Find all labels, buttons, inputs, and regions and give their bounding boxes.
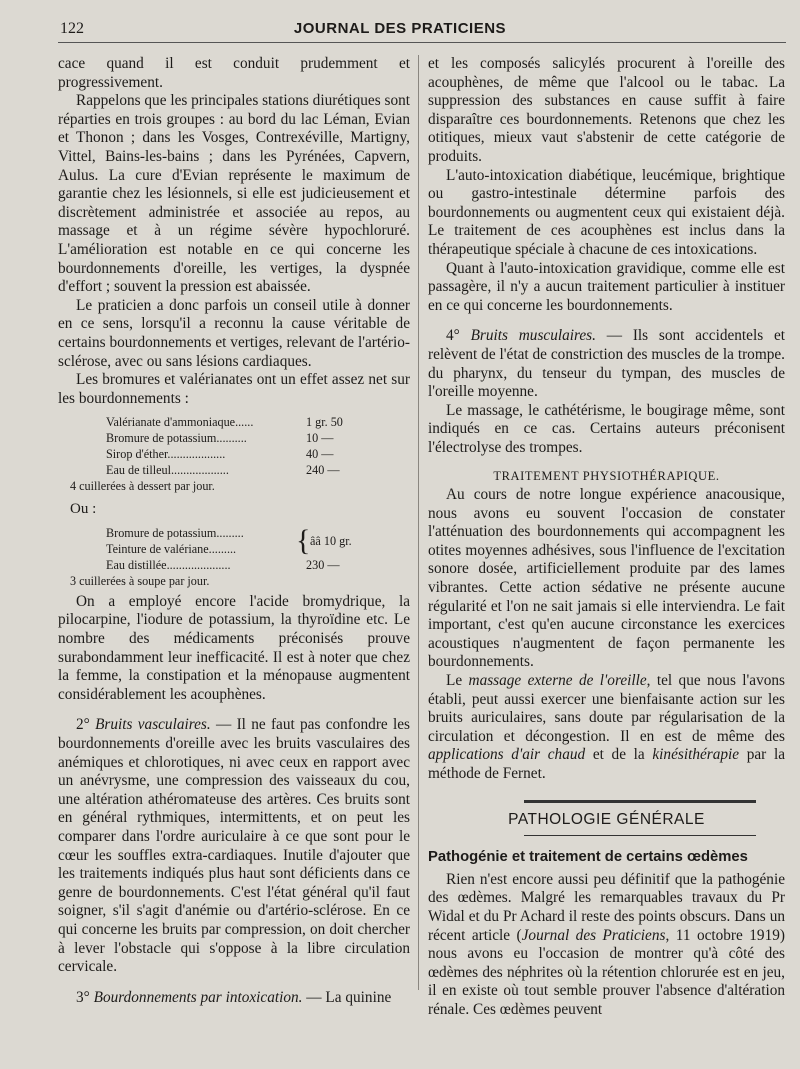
- brace-glyph: {: [296, 523, 311, 557]
- section-heading: Bourdonnements par intoxication.: [93, 988, 303, 1006]
- prescription-brace-group: [58, 525, 410, 557]
- paragraph: L'auto-intoxication diabétique, leucémique, brightique ou gastro-intestinale détermine parfois des bourdonnements ou augmentent ceux qui existaient déjà. Le traitement de ces acouphènes est inclus dans la thérapeutique spéciale à chacune de ces intoxications.: [428, 166, 785, 258]
- section-heading: Bruits musculaires.: [470, 327, 596, 345]
- subsection-heading: TRAITEMENT PHYSIOTHÉRAPIQUE.: [493, 469, 720, 484]
- paragraph: Au cours de notre longue expérience anacousique, nous avons eu souvent l'occasion de constater l'atténuation des bourdonnements qui accompagnent les otites moyennes adhésives, sous l'influence de l'excitation sonore dosée, artificiellement produite par des lames vibrantes. Cette action sédative ne présente aucune régularité et l'on ne sait jamais si elle interviendra. Le fait important, c'est qu'en aucune circonstance les exercices acoustiques n'augmentent de façon permanente les bourdonnements.: [428, 486, 785, 671]
- section-title: PATHOLOGIE GÉNÉRALE: [508, 810, 705, 828]
- prescription-line: Bromure de potassium.........: [106, 525, 244, 540]
- prescription-note: 4 cuillerées à dessert par jour.: [70, 479, 215, 494]
- paragraph: et les composés salicylés procurent à l'oreille des acouphènes, de même que l'alcool ou le tabac. La suppression des substances en cause suffit à faire disparaître ces bourdonnements. Retenons que chez les otitiques, mieux vaut s'abstenir de cette catégorie de produits.: [428, 55, 785, 165]
- paragraph: 4° Bruits musculaires. — Ils sont accidentels et relèvent de l'état de constriction des muscles de la trompe. du pharynx, du tenseur du tympan, des muscles de l'oreille moyenne.: [428, 327, 785, 401]
- left-column: [58, 55, 410, 1007]
- paragraph: Les bromures et valérianates ont un effet assez net sur les bourdonnements :: [58, 371, 410, 407]
- prescription-2: [58, 525, 410, 589]
- paragraph: cace quand il est conduit prudemment et progressivement.: [58, 55, 410, 91]
- section-rule: [524, 800, 756, 803]
- paragraph: 3° Bourdonnements par intoxication. — La quinine: [76, 988, 392, 1006]
- alternative-label: Ou :: [70, 501, 97, 518]
- paragraph: Le massage externe de l'oreille, tel que nous l'avons établi, peut aussi exercer une bienfaisante action sur les bruits auriculaires, sans doute par régularisation de la circulation et décongestion. Il en est de même des applications d'air chaud et de la kinésithérapie par la méthode de Fernet.: [428, 672, 785, 782]
- section-heading: Bruits vasculaires.: [95, 716, 211, 734]
- right-column: [428, 55, 785, 1020]
- prescription-line: Valérianate d'ammoniaque...... 1 gr. 50: [106, 415, 343, 430]
- column-divider: [418, 55, 419, 990]
- paragraph: Rien n'est encore aussi peu définitif que la pathogénie des œdèmes. Malgré les remarquables travaux du Pr Widal et du Pr Achard il reste des points obscurs. Dans un récent article (Journal des Praticiens, 11 octobre 1919) nous avons eu l'occasion de montrer qu'à côté des œdèmes des néphrites où la rétention chlorurée est en jeu, il en existe où tout semble prouver l'absence d'altération rénale. Ces œdèmes peuvent: [428, 870, 785, 1018]
- paragraph: On a employé encore l'acide bromydrique, la pilocarpine, l'iodure de potassium, la thyroïdine etc. Le nombre des médicaments préconisés prouve surabondamment leur inefficacité. Il est à noter que chez la femme, la constipation et la ménopause augmentent considérablement les acouphènes.: [58, 592, 410, 703]
- prescription-line: Sirop d'éther................... 40 —: [106, 447, 334, 462]
- page-header: [0, 14, 800, 44]
- prescription-line: Bromure de potassium.......... 10 —: [106, 431, 334, 446]
- paragraph: 2° Bruits vasculaires. — Il ne faut pas confondre les bourdonnements d'oreille avec les bruits vasculaires des anémiques et chlorotiques, ni avec ceux en rapport avec un anévrysme, une compression des vaisseaux du cou, une altération athéromateuse des artères. Ces bruits sont en général rythmiques, intermittents, et on peut les comparer dans l'ordre auriculaire à ce que sont pour le cœur les souffles extra-cardiaques. Inutile d'ajouter que les traitements indiqués plus haut sont déficients dans ce genre de bourdonnements. C'est l'état général qu'il faut soigner, s'il s'agit d'anémie ou d'artério-sclérose. En ce qui concerne les bruits par compression, on doit chercher à lever l'obstacle qui s'oppose à la libre circulation cervicale.: [58, 716, 410, 976]
- section-rule: [524, 835, 756, 836]
- paragraph: Le praticien a donc parfois un conseil utile à donner en ce sens, lorsqu'il a reconnu la cause véritable de certains bourdonnements et vertiges, relevant de l'artério-sclérose, avec ou sans lésions cardiaques.: [58, 296, 410, 370]
- paragraph: Rappelons que les principales stations diurétiques sont réparties en trois groupes : au bord du lac Léman, Evian et Thonon ; dans les Vosges, Contrexéville, Martigny, Vittel, Bains-les-bains ; dans les Pyrénées, Capvern, Aulus. La cure d'Evian représente le maximum de garantie chez les lésionnels, si elle est judicieusement et discrètement administrée et associée au repos, au massage et à un régime sévère hypochloruré. L'amélioration est notable en ce qui concerne les bourdonnements d'oreille, les vertiges, la dyspnée d'effort ; souvent la pression est abaissée.: [58, 92, 410, 296]
- prescription-line: Eau distillée..................... 230 —: [106, 557, 340, 572]
- article-title: Pathogénie et traitement de certains œdèmes: [428, 849, 748, 866]
- prescription-note: 3 cuillerées à soupe par jour.: [70, 573, 210, 588]
- paragraph: Le massage, le cathétérisme, le bougirage même, sont indiqués en ce cas. Certains auteurs préconisent l'électrolyse des trompes.: [428, 401, 785, 456]
- prescription-line: Teinture de valériane.........: [106, 541, 237, 556]
- prescription-1: [58, 414, 410, 494]
- journal-title: JOURNAL DES PRATICIENS: [293, 20, 507, 37]
- header-rule: [58, 42, 786, 43]
- prescription-dose: ââ 10 gr.: [310, 533, 352, 548]
- paragraph: Quant à l'auto-intoxication gravidique, comme elle est passagère, il n'y a aucun traitement particulier à instituer en ce qui concerne les bourdonnements.: [428, 259, 785, 314]
- page-number: 122: [60, 20, 84, 37]
- prescription-line: Eau de tilleul................... 240 —: [106, 463, 340, 478]
